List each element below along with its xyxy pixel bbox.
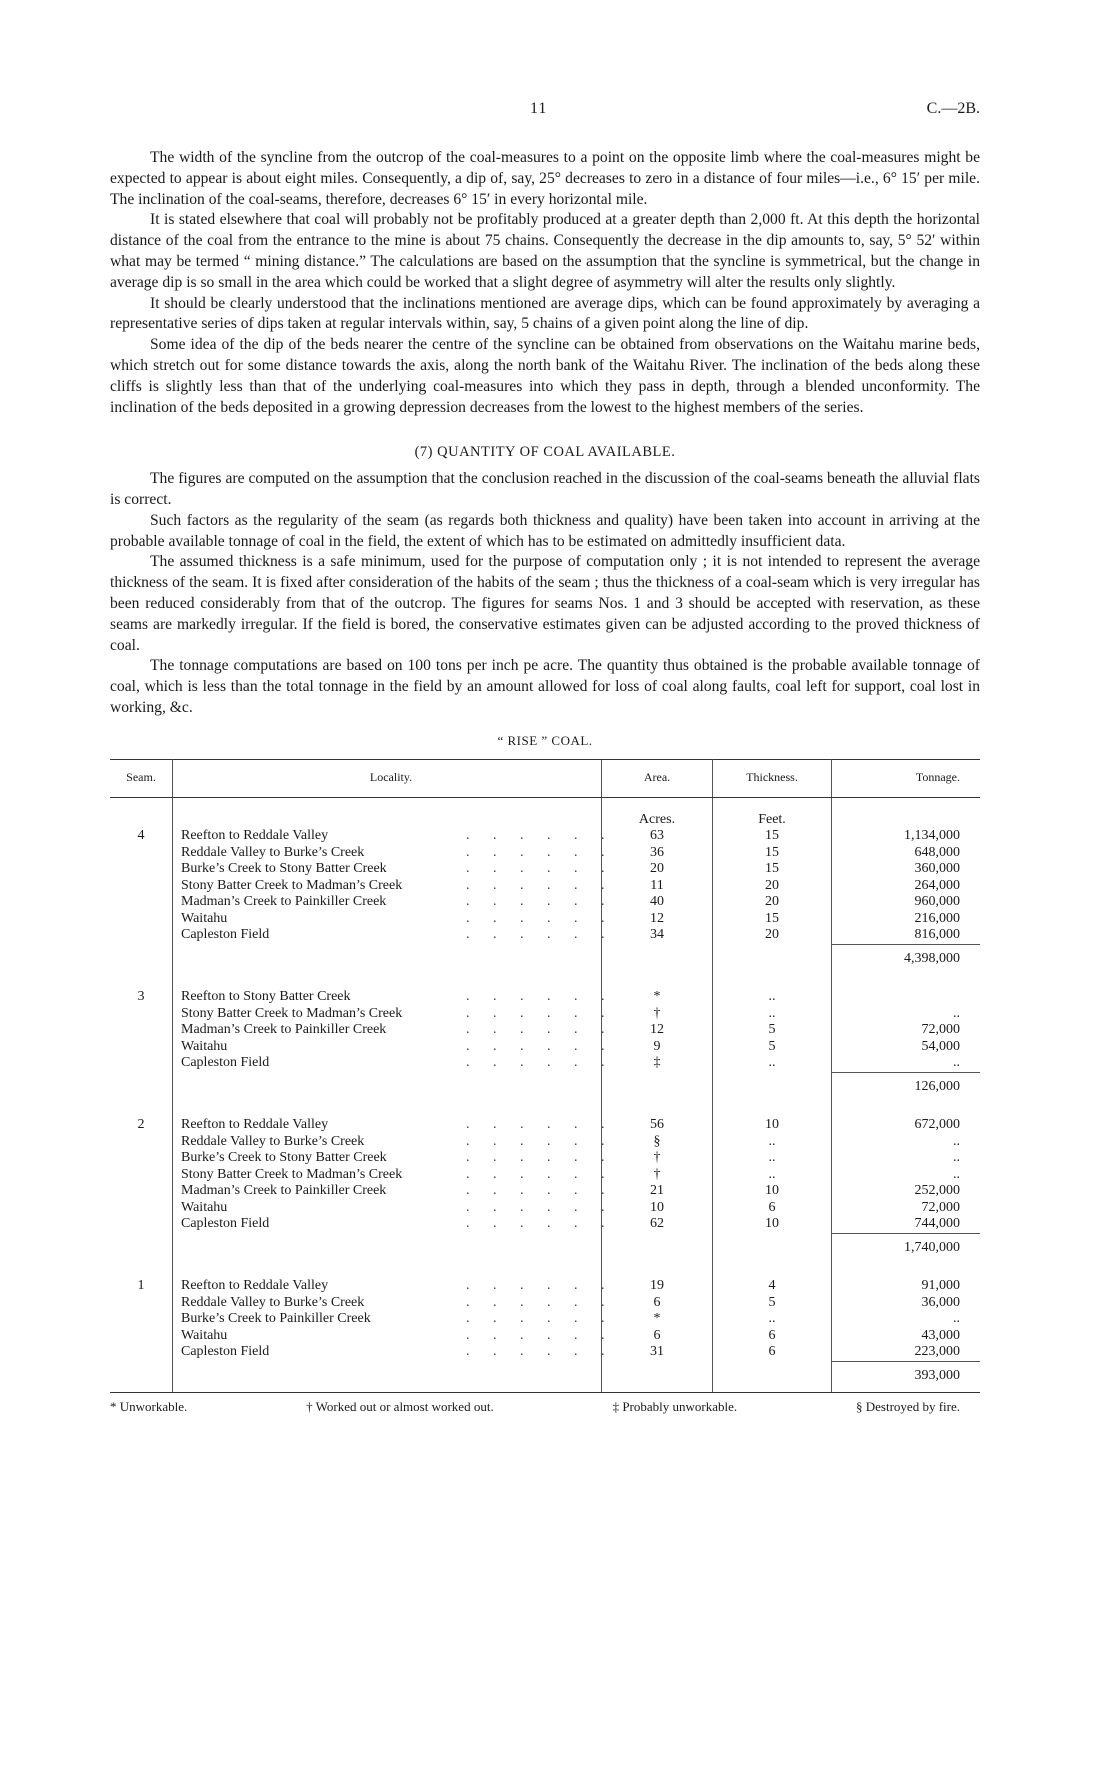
- locality-name: Waitahu: [181, 910, 228, 926]
- locality-cell: [173, 910, 615, 928]
- seam-total-row: [110, 1233, 980, 1264]
- leader-dots: . . . . . .: [466, 927, 615, 943]
- leader-dots: . . . . . .: [466, 1344, 615, 1360]
- leader-dots: . . . . . .: [466, 1055, 615, 1071]
- tonnage-cell: 360,000: [914, 861, 960, 877]
- area-cell: †: [602, 1150, 713, 1167]
- paragraph: The tonnage computations are based on 100 tons per inch pe acre. The quantity thus obtained is the probable available tonnage of coal, which is less than the total tonnage in the field by an amount allowed for loss of coal along faults, coal left for support, coal lost in working, &c.: [110, 657, 980, 716]
- area-cell: 12: [602, 911, 713, 928]
- footnote-probably-unworkable: ‡ Probably unworkable.: [612, 1399, 738, 1415]
- leader-dots: . . . . . .: [466, 844, 615, 860]
- leader-dots: . . . . . .: [466, 1294, 615, 1310]
- seam-total-row: [110, 1072, 980, 1103]
- locality-cell: [173, 1311, 615, 1328]
- thickness-cell: 5: [713, 1295, 832, 1312]
- area-cell: 36: [602, 845, 713, 862]
- table-header-row: [110, 759, 980, 797]
- tonnage-cell: 223,000: [914, 1344, 960, 1360]
- area-cell: 19: [602, 1278, 713, 1295]
- area-cell: *: [602, 989, 713, 1006]
- table-row: [110, 878, 980, 895]
- thickness-cell: ..: [713, 989, 832, 1006]
- leader-dots: . . . . . .: [466, 989, 615, 1005]
- tonnage-cell: 1,134,000: [904, 828, 960, 844]
- area-cell: 40: [602, 894, 713, 911]
- thickness-cell: ..: [713, 1150, 832, 1167]
- locality-cell: [173, 844, 615, 862]
- tonnage-cell: 744,000: [914, 1216, 960, 1232]
- locality-name: Capleston Field: [181, 1055, 270, 1071]
- locality-cell: [173, 894, 615, 911]
- locality-name: Reddale Valley to Burke’s Creek: [181, 1294, 365, 1310]
- seam-total: 393,000: [832, 1361, 981, 1393]
- locality-cell: [173, 1055, 615, 1072]
- locality-name: Capleston Field: [181, 1344, 270, 1360]
- locality-cell: [173, 828, 615, 845]
- leader-dots: . . . . . .: [466, 1038, 615, 1054]
- area-cell: 10: [602, 1200, 713, 1217]
- tonnage-cell: 960,000: [914, 894, 960, 910]
- paragraph: It is stated elsewhere that coal will probably not be profitably produced at a greater depth than 2,000 ft. At this depth the horizontal distance of the coal from the entrance to the mine is about 75 chains. Consequently the decrease in the dip amounts to, say, 5° 52′ within what may be termed “ mining distance.” The calculations are based on the assumption that the syncline is symmetrical, but the change in average dip is so small in the area which could be worked that a slight degree of asymmetry will alter the results only slightly.: [110, 211, 980, 291]
- tonnage-cell: 54,000: [921, 1038, 960, 1054]
- area-cell: 56: [602, 1117, 713, 1134]
- area-cell: 31: [602, 1344, 713, 1361]
- locality-cell: [173, 1005, 615, 1023]
- column-header-area: Area.: [602, 759, 713, 797]
- locality-cell: [173, 861, 615, 878]
- locality-cell: [173, 1150, 615, 1167]
- seam-number: 4: [110, 828, 173, 845]
- area-cell: 9: [602, 1039, 713, 1056]
- table-row: [110, 845, 980, 862]
- column-header-locality: Locality.: [173, 759, 602, 797]
- locality-name: Stony Batter Creek to Madman’s Creek: [181, 1166, 403, 1182]
- leader-dots: . . . . . .: [466, 1005, 615, 1021]
- footnote-destroyed-by-fire: § Destroyed by fire.: [856, 1399, 960, 1415]
- page-header: [110, 100, 980, 124]
- seam-total: 4,398,000: [832, 944, 981, 975]
- locality-cell: [173, 1278, 615, 1295]
- locality-name: Reefton to Stony Batter Creek: [181, 989, 351, 1005]
- tonnage-cell: 216,000: [914, 910, 960, 926]
- paragraph: The width of the syncline from the outcrop of the coal-measures to a point on the opposite limb where the coal-measures might be expected to appear is about eight miles. Consequently, a dip of, say, 25° decreases to zero in a distance of four miles—i.e., 6° 15′ per mile. The inclination of the coal-seams, therefore, decreases 6° 15′ in every horizontal mile.: [110, 149, 980, 208]
- footnote-unworkable: * Unworkable.: [110, 1399, 188, 1415]
- document-reference: C.—2B.: [926, 100, 980, 117]
- table-row: [110, 1006, 980, 1023]
- area-cell: 34: [602, 927, 713, 944]
- thickness-cell: 6: [713, 1328, 832, 1345]
- page-number: 11: [530, 100, 548, 117]
- leader-dots: . . . . . .: [466, 1117, 615, 1133]
- locality-cell: [173, 1038, 615, 1056]
- paragraph: The figures are computed on the assumption that the conclusion reached in the discussion of the coal-seams beneath the alluvial flats is correct.: [110, 470, 980, 508]
- locality-cell: [173, 1294, 615, 1312]
- tonnage-cell: 816,000: [914, 927, 960, 943]
- tonnage-cell: ..: [953, 1150, 960, 1166]
- locality-name: Waitahu: [181, 1038, 228, 1054]
- seam-total: 1,740,000: [832, 1233, 981, 1264]
- table-row: [110, 1328, 980, 1345]
- tonnage-cell: 252,000: [914, 1183, 960, 1199]
- locality-name: Capleston Field: [181, 927, 270, 943]
- locality-name: Burke’s Creek to Stony Batter Creek: [181, 1150, 387, 1166]
- table-row: [110, 1022, 980, 1039]
- tonnage-cell: 72,000: [921, 1199, 960, 1215]
- locality-name: Reefton to Reddale Valley: [181, 1278, 329, 1294]
- thickness-cell: 6: [713, 1200, 832, 1217]
- seam-number: 3: [110, 989, 173, 1006]
- table-row: [110, 1183, 980, 1200]
- leader-dots: . . . . . .: [466, 1150, 615, 1166]
- paragraph: The assumed thickness is a safe minimum, used for the purpose of computation only ; it is not intended to represent the average thickness of the seam. It is fixed after consideration of the habits of the seam ; thus the thickness of a coal-seam which is very irregular has been reduced considerably from that of the outcrop. The figures for seams Nos. 1 and 3 should be accepted with reservation, as these seams are markedly irregular. If the field is bored, the conservative estimates given can be adjusted according to the proved thickness of coal.: [110, 553, 980, 654]
- paragraph: It should be clearly understood that the inclinations mentioned are average dips, which can be found approximately by averaging a representative series of dips taken at regular intervals within, say, 5 chains of a given point along the line of dip.: [110, 294, 980, 333]
- table-row: [110, 894, 980, 911]
- locality-name: Madman’s Creek to Painkiller Creek: [181, 1022, 387, 1038]
- table-row: [110, 1134, 980, 1151]
- tonnage-cell: ..: [953, 1005, 960, 1021]
- thickness-cell: 5: [713, 1039, 832, 1056]
- table-row: [110, 1295, 980, 1312]
- tonnage-cell: 72,000: [921, 1022, 960, 1038]
- locality-cell: [173, 1344, 615, 1361]
- leader-dots: . . . . . .: [466, 1311, 615, 1327]
- table-row: [110, 1055, 980, 1072]
- locality-name: Burke’s Creek to Stony Batter Creek: [181, 861, 387, 877]
- tonnage-cell: 43,000: [921, 1327, 960, 1343]
- thickness-cell: 20: [713, 894, 832, 911]
- locality-name: Reefton to Reddale Valley: [181, 1117, 329, 1133]
- coal-tonnage-table: [110, 759, 980, 1394]
- tonnage-cell: 672,000: [914, 1117, 960, 1133]
- leader-dots: . . . . . .: [466, 910, 615, 926]
- locality-cell: [173, 1183, 615, 1200]
- locality-name: Reefton to Reddale Valley: [181, 828, 329, 844]
- locality-cell: [173, 927, 615, 944]
- area-cell: 12: [602, 1022, 713, 1039]
- thickness-cell: ..: [713, 1167, 832, 1184]
- area-cell: ‡: [602, 1055, 713, 1072]
- thickness-cell: 5: [713, 1022, 832, 1039]
- locality-cell: [173, 1166, 615, 1184]
- table-row: [110, 927, 980, 944]
- leader-dots: . . . . . .: [466, 1199, 615, 1215]
- locality-name: Reddale Valley to Burke’s Creek: [181, 844, 365, 860]
- locality-cell: [173, 1022, 615, 1039]
- section-title: (7) QUANTITY OF COAL AVAILABLE.: [414, 444, 676, 461]
- table-row: [110, 1311, 980, 1328]
- table-row: [110, 1039, 980, 1056]
- locality-name: Stony Batter Creek to Madman’s Creek: [181, 1005, 403, 1021]
- table-row: [110, 1167, 980, 1184]
- thickness-cell: ..: [713, 1006, 832, 1023]
- locality-name: Waitahu: [181, 1199, 228, 1215]
- group-spacer: [110, 975, 980, 989]
- leader-dots: . . . . . .: [466, 1327, 615, 1343]
- tonnage-cell: ..: [953, 1166, 960, 1182]
- locality-name: Waitahu: [181, 1327, 228, 1343]
- locality-cell: [173, 877, 615, 895]
- table-row: [110, 861, 980, 878]
- seam-number: 1: [110, 1278, 173, 1295]
- locality-cell: [173, 1327, 615, 1345]
- locality-cell: [173, 989, 615, 1006]
- thickness-cell: 15: [713, 861, 832, 878]
- footnote-worked-out: † Worked out or almost worked out.: [306, 1399, 494, 1415]
- area-cell: *: [602, 1311, 713, 1328]
- thickness-cell: 6: [713, 1344, 832, 1361]
- thickness-cell: 15: [713, 845, 832, 862]
- column-header-seam: Seam.: [110, 759, 173, 797]
- thickness-cell: ..: [713, 1055, 832, 1072]
- group-spacer: [110, 1264, 980, 1278]
- area-cell: 21: [602, 1183, 713, 1200]
- thickness-cell: 4: [713, 1278, 832, 1295]
- tonnage-cell: ..: [953, 1311, 960, 1327]
- thickness-cell: 20: [713, 878, 832, 895]
- area-cell: 20: [602, 861, 713, 878]
- thickness-cell: 15: [713, 911, 832, 928]
- tonnage-cell: 91,000: [921, 1278, 960, 1294]
- area-cell: 6: [602, 1328, 713, 1345]
- body-text: [110, 148, 980, 719]
- thickness-unit: Feet.: [713, 797, 832, 828]
- thickness-cell: ..: [713, 1311, 832, 1328]
- locality-cell: [173, 1133, 615, 1151]
- locality-name: Madman’s Creek to Painkiller Creek: [181, 894, 387, 910]
- locality-cell: [173, 1199, 615, 1217]
- column-header-thickness: Thickness.: [713, 759, 832, 797]
- area-cell: †: [602, 1006, 713, 1023]
- leader-dots: . . . . . .: [466, 894, 615, 910]
- tonnage-cell: ..: [953, 1055, 960, 1071]
- leader-dots: . . . . . .: [466, 828, 615, 844]
- tonnage-cell: [832, 989, 981, 1006]
- leader-dots: . . . . . .: [466, 877, 615, 893]
- tonnage-cell: 264,000: [914, 877, 960, 893]
- table-body: [110, 797, 980, 1393]
- locality-cell: [173, 1216, 615, 1233]
- table-row: [110, 1117, 980, 1134]
- thickness-cell: 15: [713, 828, 832, 845]
- table-row: [110, 1150, 980, 1167]
- tonnage-cell: ..: [953, 1133, 960, 1149]
- column-header-tonnage: Tonnage.: [832, 759, 981, 797]
- leader-dots: . . . . . .: [466, 1022, 615, 1038]
- footnotes: [110, 1393, 980, 1415]
- table-row: [110, 911, 980, 928]
- locality-name: Reddale Valley to Burke’s Creek: [181, 1133, 365, 1149]
- paragraph: Such factors as the regularity of the seam (as regards both thickness and quality) have been taken into account in arriving at the probable available tonnage of coal in the field, the extent of which has to be estimated on admittedly insufficient data.: [110, 511, 980, 550]
- locality-name: Madman’s Creek to Painkiller Creek: [181, 1183, 387, 1199]
- group-spacer: [110, 1103, 980, 1117]
- area-cell: 62: [602, 1216, 713, 1233]
- area-cell: 63: [602, 828, 713, 845]
- seam-number: 2: [110, 1117, 173, 1134]
- leader-dots: . . . . . .: [466, 1183, 615, 1199]
- thickness-cell: ..: [713, 1134, 832, 1151]
- table-row: [110, 1344, 980, 1361]
- document-page: [110, 100, 980, 1415]
- area-cell: 6: [602, 1295, 713, 1312]
- locality-cell: [173, 1117, 615, 1134]
- table-row: [110, 828, 980, 845]
- locality-name: Burke’s Creek to Painkiller Creek: [181, 1311, 371, 1327]
- seam-total-row: [110, 944, 980, 975]
- tonnage-cell: 36,000: [921, 1294, 960, 1310]
- table-row: [110, 1278, 980, 1295]
- table-row: [110, 1200, 980, 1217]
- area-cell: †: [602, 1167, 713, 1184]
- leader-dots: . . . . . .: [466, 1133, 615, 1149]
- area-cell: 11: [602, 878, 713, 895]
- units-row: [110, 797, 980, 828]
- leader-dots: . . . . . .: [466, 1278, 615, 1294]
- seam-total-row: [110, 1361, 980, 1393]
- area-cell: §: [602, 1134, 713, 1151]
- thickness-cell: 10: [713, 1216, 832, 1233]
- paragraph: Some idea of the dip of the beds nearer the centre of the syncline can be obtained from observations on the Waitahu marine beds, which stretch out for some distance towards the axis, along the north bank of the Waitahu River. The inclination of the beds along these cliffs is slightly less than that of the underlying coal-measures into which they pass in depth, through a blended unconformity. The inclination of the beds deposited in a growing depression decreases from the lowest to the highest members of the series.: [110, 336, 980, 416]
- table-title: “ RISE ” COAL.: [497, 732, 593, 748]
- leader-dots: . . . . . .: [466, 1216, 615, 1232]
- tonnage-cell: 648,000: [914, 844, 960, 860]
- thickness-cell: 10: [713, 1117, 832, 1134]
- thickness-cell: 20: [713, 927, 832, 944]
- locality-name: Capleston Field: [181, 1216, 270, 1232]
- table-row: [110, 989, 980, 1006]
- table-row: [110, 1216, 980, 1233]
- leader-dots: . . . . . .: [466, 1166, 615, 1182]
- seam-total: 126,000: [832, 1072, 981, 1103]
- leader-dots: . . . . . .: [466, 861, 615, 877]
- locality-name: Stony Batter Creek to Madman’s Creek: [181, 877, 403, 893]
- thickness-cell: 10: [713, 1183, 832, 1200]
- area-unit: Acres.: [602, 797, 713, 828]
